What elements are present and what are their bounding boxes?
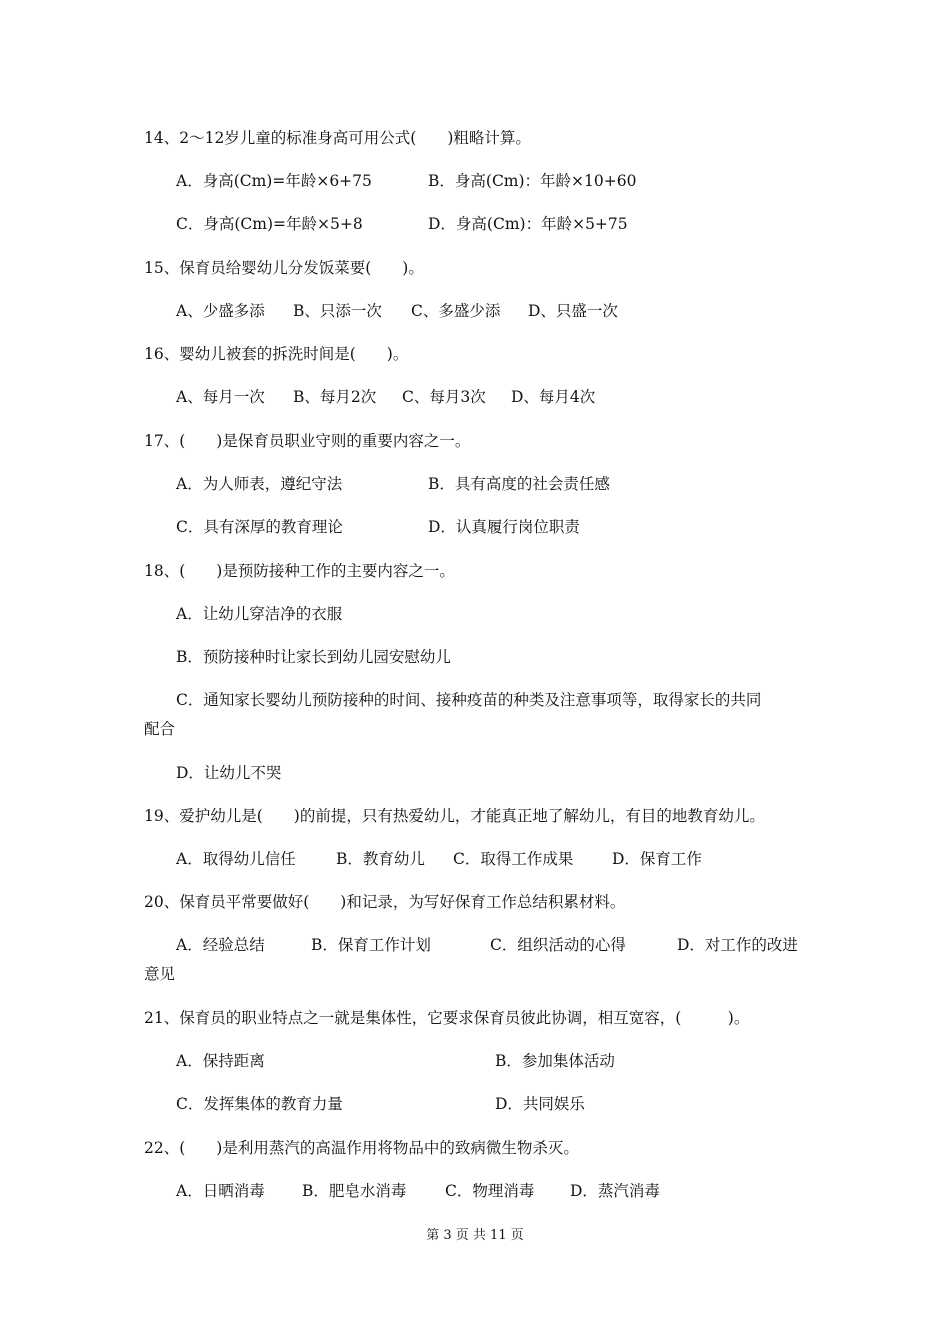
question-stem: 18、( )是预防接种工作的主要内容之一。	[144, 562, 455, 580]
option: D．身高(Cm)：年龄×5+75	[428, 215, 628, 233]
option: C．具有深厚的教育理论	[176, 518, 343, 536]
page-number-footer: 第 3 页 共 11 页	[426, 1228, 524, 1243]
option: C．身高(Cm)=年龄×5+8	[176, 215, 363, 233]
option: A．让幼儿穿洁净的衣服	[176, 605, 343, 623]
option: D．对工作的改进	[677, 936, 798, 954]
option: D、每月4次	[511, 388, 596, 406]
option: D、只盛一次	[528, 302, 618, 320]
option: A．日晒消毒	[176, 1182, 265, 1200]
option: A．保持距离	[176, 1052, 265, 1070]
question-stem: 15、保育员给婴幼儿分发饭菜要( )。	[144, 259, 424, 277]
option: A、每月一次	[176, 388, 265, 406]
question-stem: 22、( )是利用蒸汽的高温作用将物品中的致病微生物杀灭。	[144, 1139, 579, 1157]
option: A．为人师表，遵纪守法	[176, 475, 343, 493]
option: C．通知家长婴幼儿预防接种的时间、接种疫苗的种类及注意事项等，取得家长的共同	[176, 691, 762, 709]
option: A．身高(Cm)=年龄×6+75	[176, 172, 372, 190]
question-stem: 19、爱护幼儿是( )的前提，只有热爱幼儿，才能真正地了解幼儿，有目的地教育幼儿。	[144, 807, 765, 825]
option: D．蒸汽消毒	[570, 1182, 660, 1200]
option: C．取得工作成果	[453, 850, 574, 868]
option: B．保育工作计划	[311, 936, 431, 954]
question-stem: 16、婴幼儿被套的拆洗时间是( )。	[144, 345, 409, 363]
option-continuation: 意见	[144, 965, 176, 983]
question-stem: 20、保育员平常要做好( )和记录，为写好保育工作总结积累材料。	[144, 893, 626, 911]
question-stem: 14、2～12岁儿童的标准身高可用公式( )粗略计算。	[144, 129, 531, 147]
option: C．发挥集体的教育力量	[176, 1095, 343, 1113]
option: A．取得幼儿信任	[176, 850, 296, 868]
option: B．身高(Cm)：年龄×10+60	[428, 172, 637, 190]
option: D．让幼儿不哭	[176, 764, 282, 782]
option: B、每月2次	[293, 388, 377, 406]
option-continuation: 配合	[144, 720, 176, 738]
option: B．具有高度的社会责任感	[428, 475, 610, 493]
option: C、多盛少添	[411, 302, 501, 320]
option: B．参加集体活动	[495, 1052, 615, 1070]
option: D．认真履行岗位职责	[428, 518, 580, 536]
option: A、少盛多添	[176, 302, 265, 320]
option: C、每月3次	[402, 388, 486, 406]
option: B．肥皂水消毒	[302, 1182, 407, 1200]
option: A．经验总结	[176, 936, 265, 954]
option: C．组织活动的心得	[490, 936, 626, 954]
question-stem: 17、( )是保育员职业守则的重要内容之一。	[144, 432, 471, 450]
option: B．预防接种时让家长到幼儿园安慰幼儿	[176, 648, 451, 666]
option: B．教育幼儿	[336, 850, 425, 868]
option: D．共同娱乐	[495, 1095, 585, 1113]
question-stem: 21、保育员的职业特点之一就是集体性，它要求保育员彼此协调，相互宽容，( )。	[144, 1009, 750, 1027]
option: C．物理消毒	[445, 1182, 535, 1200]
option: D．保育工作	[612, 850, 702, 868]
option: B、只添一次	[293, 302, 382, 320]
